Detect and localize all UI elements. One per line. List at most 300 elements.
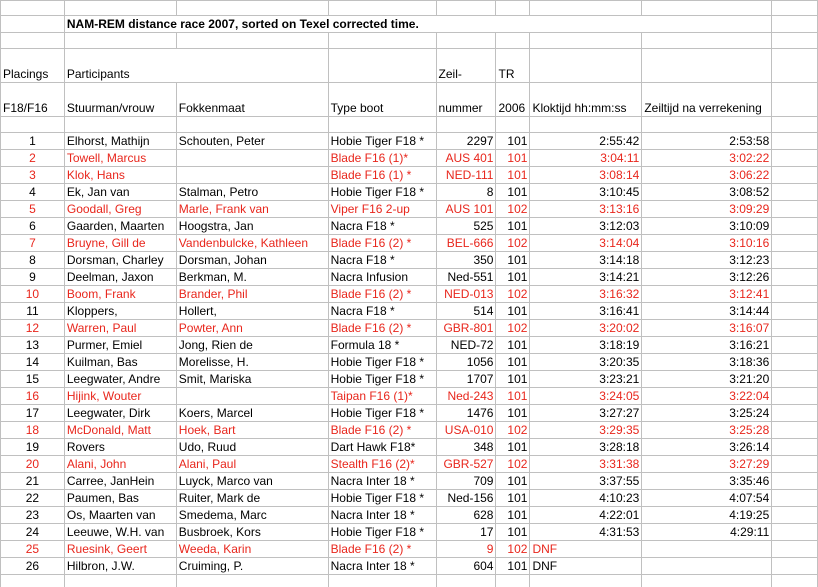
- corrected-time-cell[interactable]: 3:02:22: [642, 150, 772, 167]
- stuurman-cell[interactable]: Ek, Jan van: [64, 184, 176, 201]
- cell[interactable]: [772, 184, 818, 201]
- cell[interactable]: [772, 1, 818, 16]
- placing-cell[interactable]: 21: [1, 473, 65, 490]
- stuurman-cell[interactable]: Leegwater, Andre: [64, 371, 176, 388]
- stuurman-cell[interactable]: Carree, JanHein: [64, 473, 176, 490]
- corrected-time-cell[interactable]: 3:06:22: [642, 167, 772, 184]
- fokkenmaat-cell[interactable]: Marle, Frank van: [176, 201, 328, 218]
- cell[interactable]: [496, 575, 530, 587]
- cell[interactable]: [176, 575, 328, 587]
- sail-number-cell[interactable]: 628: [436, 507, 496, 524]
- fokkenmaat-cell[interactable]: Stalman, Petro: [176, 184, 328, 201]
- tr-cell[interactable]: 101: [496, 388, 530, 405]
- fokkenmaat-cell[interactable]: Brander, Phil: [176, 286, 328, 303]
- corrected-time-cell[interactable]: 3:27:29: [642, 456, 772, 473]
- boat-type-cell[interactable]: Stealth F16 (2)*: [328, 456, 436, 473]
- header-fokkenmaat[interactable]: Fokkenmaat: [176, 83, 328, 117]
- clock-time-cell[interactable]: 4:22:01: [530, 507, 642, 524]
- tr-cell[interactable]: 101: [496, 150, 530, 167]
- placing-cell[interactable]: 4: [1, 184, 65, 201]
- boat-type-cell[interactable]: Taipan F16 (1)*: [328, 388, 436, 405]
- cell[interactable]: [496, 1, 530, 16]
- cell[interactable]: [772, 439, 818, 456]
- fokkenmaat-cell[interactable]: Berkman, M.: [176, 269, 328, 286]
- fokkenmaat-cell[interactable]: Cruiming, P.: [176, 558, 328, 575]
- placing-cell[interactable]: 14: [1, 354, 65, 371]
- tr-cell[interactable]: 101: [496, 473, 530, 490]
- stuurman-cell[interactable]: Purmer, Emiel: [64, 337, 176, 354]
- tr-cell[interactable]: 101: [496, 439, 530, 456]
- corrected-time-cell[interactable]: [642, 558, 772, 575]
- sail-number-cell[interactable]: 1476: [436, 405, 496, 422]
- header-f18f16[interactable]: F18/F16: [1, 83, 65, 117]
- corrected-time-cell[interactable]: 3:08:52: [642, 184, 772, 201]
- cell[interactable]: [64, 1, 176, 16]
- cell[interactable]: [1, 33, 65, 49]
- clock-time-cell[interactable]: 3:28:18: [530, 439, 642, 456]
- cell[interactable]: [530, 33, 642, 49]
- placing-cell[interactable]: 22: [1, 490, 65, 507]
- cell[interactable]: [772, 33, 818, 49]
- clock-time-cell[interactable]: 3:20:35: [530, 354, 642, 371]
- sail-number-cell[interactable]: 709: [436, 473, 496, 490]
- stuurman-cell[interactable]: Kloppers,: [64, 303, 176, 320]
- header-tr[interactable]: TR: [496, 49, 530, 83]
- sail-number-cell[interactable]: 604: [436, 558, 496, 575]
- cell[interactable]: [530, 1, 642, 16]
- fokkenmaat-cell[interactable]: Weeda, Karin: [176, 541, 328, 558]
- header-participants[interactable]: Participants: [64, 49, 328, 83]
- cell[interactable]: [328, 33, 436, 49]
- placing-cell[interactable]: 12: [1, 320, 65, 337]
- boat-type-cell[interactable]: Hobie Tiger F18 *: [328, 405, 436, 422]
- tr-cell[interactable]: 101: [496, 337, 530, 354]
- cell[interactable]: [772, 371, 818, 388]
- tr-cell[interactable]: 102: [496, 320, 530, 337]
- sail-number-cell[interactable]: Ned-551: [436, 269, 496, 286]
- sheet-title[interactable]: NAM-REM distance race 2007, sorted on Texel corrected time.: [64, 16, 771, 33]
- tr-cell[interactable]: 102: [496, 541, 530, 558]
- cell[interactable]: [642, 575, 772, 587]
- cell[interactable]: [496, 117, 530, 133]
- clock-time-cell[interactable]: 3:23:21: [530, 371, 642, 388]
- corrected-time-cell[interactable]: 3:25:24: [642, 405, 772, 422]
- cell[interactable]: [1, 575, 65, 587]
- cell[interactable]: [772, 456, 818, 473]
- boat-type-cell[interactable]: Blade F16 (2) *: [328, 320, 436, 337]
- corrected-time-cell[interactable]: 3:09:29: [642, 201, 772, 218]
- boat-type-cell[interactable]: Formula 18 *: [328, 337, 436, 354]
- table-row: [1, 405, 818, 422]
- boat-type-cell[interactable]: Hobie Tiger F18 *: [328, 184, 436, 201]
- sail-number-cell[interactable]: GBR-527: [436, 456, 496, 473]
- boat-type-cell[interactable]: Nacra F18 *: [328, 303, 436, 320]
- sail-number-cell[interactable]: 1707: [436, 371, 496, 388]
- placing-cell[interactable]: 18: [1, 422, 65, 439]
- clock-time-cell[interactable]: 3:24:05: [530, 388, 642, 405]
- corrected-time-cell[interactable]: 3:25:28: [642, 422, 772, 439]
- sail-number-cell[interactable]: AUS 401: [436, 150, 496, 167]
- placing-cell[interactable]: 11: [1, 303, 65, 320]
- tr-cell[interactable]: 101: [496, 184, 530, 201]
- table-row: [1, 167, 818, 184]
- cell[interactable]: [436, 33, 496, 49]
- corrected-time-cell[interactable]: 3:14:44: [642, 303, 772, 320]
- cell[interactable]: [64, 575, 176, 587]
- boat-type-cell[interactable]: Dart Hawk F18*: [328, 439, 436, 456]
- stuurman-cell[interactable]: Dorsman, Charley: [64, 252, 176, 269]
- table-row: [1, 439, 818, 456]
- boat-type-cell[interactable]: Hobie Tiger F18 *: [328, 490, 436, 507]
- cell[interactable]: [1, 117, 65, 133]
- sail-number-cell[interactable]: 1056: [436, 354, 496, 371]
- cell[interactable]: [772, 49, 818, 83]
- stuurman-cell[interactable]: Gaarden, Maarten: [64, 218, 176, 235]
- fokkenmaat-cell[interactable]: Hoogstra, Jan: [176, 218, 328, 235]
- sail-number-cell[interactable]: 2297: [436, 133, 496, 150]
- cell[interactable]: [436, 575, 496, 587]
- clock-time-cell[interactable]: 3:14:18: [530, 252, 642, 269]
- cell[interactable]: [772, 83, 818, 117]
- fokkenmaat-cell[interactable]: Schouten, Peter: [176, 133, 328, 150]
- sail-number-cell[interactable]: AUS 101: [436, 201, 496, 218]
- corrected-time-cell[interactable]: 2:53:58: [642, 133, 772, 150]
- cell[interactable]: [772, 167, 818, 184]
- cell[interactable]: [772, 405, 818, 422]
- tr-cell[interactable]: 102: [496, 286, 530, 303]
- table-row: [1, 150, 818, 167]
- fokkenmaat-cell[interactable]: Luyck, Marco van: [176, 473, 328, 490]
- stuurman-cell[interactable]: Kuilman, Bas: [64, 354, 176, 371]
- sail-number-cell[interactable]: GBR-801: [436, 320, 496, 337]
- sail-number-cell[interactable]: Ned-156: [436, 490, 496, 507]
- clock-time-cell[interactable]: 3:10:45: [530, 184, 642, 201]
- fokkenmaat-cell[interactable]: Alani, Paul: [176, 456, 328, 473]
- fokkenmaat-cell[interactable]: Koers, Marcel: [176, 405, 328, 422]
- stuurman-cell[interactable]: Bruyne, Gill de: [64, 235, 176, 252]
- corrected-time-cell[interactable]: 4:29:11: [642, 524, 772, 541]
- sail-number-cell[interactable]: NED-013: [436, 286, 496, 303]
- sail-number-cell[interactable]: 9: [436, 541, 496, 558]
- placing-cell[interactable]: 3: [1, 167, 65, 184]
- clock-time-cell[interactable]: 4:31:53: [530, 524, 642, 541]
- corrected-time-cell[interactable]: 3:16:21: [642, 337, 772, 354]
- cell[interactable]: [176, 1, 328, 16]
- tr-cell[interactable]: 101: [496, 371, 530, 388]
- cell[interactable]: [436, 117, 496, 133]
- boat-type-cell[interactable]: Hobie Tiger F18 *: [328, 133, 436, 150]
- cell[interactable]: [530, 49, 642, 83]
- sail-number-cell[interactable]: NED-72: [436, 337, 496, 354]
- fokkenmaat-cell[interactable]: [176, 388, 328, 405]
- tr-cell[interactable]: 101: [496, 303, 530, 320]
- placing-cell[interactable]: 1: [1, 133, 65, 150]
- cell[interactable]: [772, 558, 818, 575]
- corrected-time-cell[interactable]: 3:22:04: [642, 388, 772, 405]
- stuurman-cell[interactable]: Warren, Paul: [64, 320, 176, 337]
- header-year[interactable]: 2006: [496, 83, 530, 117]
- fokkenmaat-cell[interactable]: Busbroek, Kors: [176, 524, 328, 541]
- table-row: [1, 320, 818, 337]
- fokkenmaat-cell[interactable]: Smedema, Marc: [176, 507, 328, 524]
- sail-number-cell[interactable]: 17: [436, 524, 496, 541]
- cell[interactable]: [772, 354, 818, 371]
- sail-number-cell[interactable]: 8: [436, 184, 496, 201]
- corrected-time-cell[interactable]: 3:16:07: [642, 320, 772, 337]
- fokkenmaat-cell[interactable]: Dorsman, Johan: [176, 252, 328, 269]
- placing-cell[interactable]: 6: [1, 218, 65, 235]
- boat-type-cell[interactable]: Hobie Tiger F18 *: [328, 371, 436, 388]
- tr-cell[interactable]: 101: [496, 405, 530, 422]
- boat-type-cell[interactable]: Nacra F18 *: [328, 252, 436, 269]
- clock-time-cell[interactable]: DNF: [530, 541, 642, 558]
- stuurman-cell[interactable]: Towell, Marcus: [64, 150, 176, 167]
- placing-cell[interactable]: 25: [1, 541, 65, 558]
- cell[interactable]: [772, 150, 818, 167]
- stuurman-cell[interactable]: Leeuwe, W.H. van: [64, 524, 176, 541]
- stuurman-cell[interactable]: Klok, Hans: [64, 167, 176, 184]
- tr-cell[interactable]: 101: [496, 167, 530, 184]
- boat-type-cell[interactable]: Blade F16 (1)*: [328, 150, 436, 167]
- cell[interactable]: [772, 252, 818, 269]
- boat-type-cell[interactable]: Blade F16 (1) *: [328, 167, 436, 184]
- clock-time-cell[interactable]: 3:08:14: [530, 167, 642, 184]
- corrected-time-cell[interactable]: 3:18:36: [642, 354, 772, 371]
- cell[interactable]: [328, 117, 436, 133]
- tr-cell[interactable]: 101: [496, 524, 530, 541]
- boat-type-cell[interactable]: Blade F16 (2) *: [328, 422, 436, 439]
- corrected-time-cell[interactable]: 3:26:14: [642, 439, 772, 456]
- fokkenmaat-cell[interactable]: Powter, Ann: [176, 320, 328, 337]
- placing-cell[interactable]: 15: [1, 371, 65, 388]
- cell[interactable]: [176, 117, 328, 133]
- placing-cell[interactable]: 23: [1, 507, 65, 524]
- clock-time-cell[interactable]: 3:31:38: [530, 456, 642, 473]
- boat-type-cell[interactable]: Hobie Tiger F18 *: [328, 524, 436, 541]
- stuurman-cell[interactable]: McDonald, Matt: [64, 422, 176, 439]
- stuurman-cell[interactable]: Deelman, Jaxon: [64, 269, 176, 286]
- cell[interactable]: [772, 337, 818, 354]
- sail-number-cell[interactable]: USA-010: [436, 422, 496, 439]
- placing-cell[interactable]: 9: [1, 269, 65, 286]
- placing-cell[interactable]: 19: [1, 439, 65, 456]
- tr-cell[interactable]: 101: [496, 133, 530, 150]
- cell[interactable]: [176, 33, 328, 49]
- cell[interactable]: [772, 269, 818, 286]
- corrected-time-cell[interactable]: 3:12:41: [642, 286, 772, 303]
- boat-type-cell[interactable]: Nacra Inter 18 *: [328, 473, 436, 490]
- stuurman-cell[interactable]: Ruesink, Geert: [64, 541, 176, 558]
- stuurman-cell[interactable]: Os, Maarten van: [64, 507, 176, 524]
- cell[interactable]: [772, 303, 818, 320]
- placing-cell[interactable]: 13: [1, 337, 65, 354]
- cell[interactable]: [772, 575, 818, 587]
- clock-time-cell[interactable]: DNF: [530, 558, 642, 575]
- boat-type-cell[interactable]: Viper F16 2-up: [328, 201, 436, 218]
- placing-cell[interactable]: 10: [1, 286, 65, 303]
- corrected-time-cell[interactable]: 3:12:23: [642, 252, 772, 269]
- tr-cell[interactable]: 101: [496, 558, 530, 575]
- cell[interactable]: [772, 490, 818, 507]
- stuurman-cell[interactable]: Rovers: [64, 439, 176, 456]
- stuurman-cell[interactable]: Goodall, Greg: [64, 201, 176, 218]
- clock-time-cell[interactable]: 2:55:42: [530, 133, 642, 150]
- cell[interactable]: [530, 117, 642, 133]
- table-row: [1, 252, 818, 269]
- boat-type-cell[interactable]: Blade F16 (2) *: [328, 541, 436, 558]
- boat-type-cell[interactable]: Nacra Infusion: [328, 269, 436, 286]
- corrected-time-cell[interactable]: 3:10:16: [642, 235, 772, 252]
- corrected-time-cell[interactable]: [642, 541, 772, 558]
- tr-cell[interactable]: 102: [496, 235, 530, 252]
- cell[interactable]: [642, 33, 772, 49]
- stuurman-cell[interactable]: Paumen, Bas: [64, 490, 176, 507]
- clock-time-cell[interactable]: 3:29:35: [530, 422, 642, 439]
- corrected-time-cell[interactable]: 3:35:46: [642, 473, 772, 490]
- clock-time-cell[interactable]: 3:18:19: [530, 337, 642, 354]
- cell[interactable]: [772, 117, 818, 133]
- table-row: [1, 286, 818, 303]
- cell[interactable]: [328, 575, 436, 587]
- tr-cell[interactable]: 102: [496, 201, 530, 218]
- header-zeiltijd[interactable]: Zeiltijd na verrekening: [642, 83, 772, 117]
- cell[interactable]: [772, 286, 818, 303]
- clock-time-cell[interactable]: 3:37:55: [530, 473, 642, 490]
- tr-cell[interactable]: 101: [496, 490, 530, 507]
- sail-number-cell[interactable]: 525: [436, 218, 496, 235]
- placing-cell[interactable]: 26: [1, 558, 65, 575]
- placing-cell[interactable]: 16: [1, 388, 65, 405]
- corrected-time-cell[interactable]: 3:12:26: [642, 269, 772, 286]
- cell[interactable]: [642, 117, 772, 133]
- fokkenmaat-cell[interactable]: Hoek, Bart: [176, 422, 328, 439]
- fokkenmaat-cell[interactable]: Ruiter, Mark de: [176, 490, 328, 507]
- clock-time-cell[interactable]: 3:14:04: [530, 235, 642, 252]
- fokkenmaat-cell[interactable]: Vandenbulcke, Kathleen: [176, 235, 328, 252]
- cell[interactable]: [496, 33, 530, 49]
- clock-time-cell[interactable]: 3:16:41: [530, 303, 642, 320]
- cell[interactable]: [772, 235, 818, 252]
- cell[interactable]: [772, 524, 818, 541]
- cell[interactable]: [772, 422, 818, 439]
- cell[interactable]: [1, 16, 65, 33]
- table-row: [1, 388, 818, 405]
- cell[interactable]: [772, 320, 818, 337]
- cell[interactable]: [642, 49, 772, 83]
- placing-cell[interactable]: 2: [1, 150, 65, 167]
- stuurman-cell[interactable]: Boom, Frank: [64, 286, 176, 303]
- placing-cell[interactable]: 24: [1, 524, 65, 541]
- sail-number-cell[interactable]: 514: [436, 303, 496, 320]
- corrected-time-cell[interactable]: 3:21:20: [642, 371, 772, 388]
- header-placings[interactable]: Placings: [1, 49, 65, 83]
- placing-cell[interactable]: 8: [1, 252, 65, 269]
- placing-cell[interactable]: 5: [1, 201, 65, 218]
- tr-cell[interactable]: 101: [496, 507, 530, 524]
- boat-type-cell[interactable]: Nacra F18 *: [328, 218, 436, 235]
- cell[interactable]: [64, 117, 176, 133]
- fokkenmaat-cell[interactable]: [176, 150, 328, 167]
- tr-cell[interactable]: 102: [496, 422, 530, 439]
- cell[interactable]: [772, 473, 818, 490]
- corrected-time-cell[interactable]: 4:07:54: [642, 490, 772, 507]
- boat-type-cell[interactable]: Hobie Tiger F18 *: [328, 354, 436, 371]
- stuurman-cell[interactable]: Hilbron, J.W.: [64, 558, 176, 575]
- placing-cell[interactable]: 7: [1, 235, 65, 252]
- stuurman-cell[interactable]: Hijink, Wouter: [64, 388, 176, 405]
- cell[interactable]: [772, 541, 818, 558]
- clock-time-cell[interactable]: 3:04:11: [530, 150, 642, 167]
- cell[interactable]: [1, 1, 65, 16]
- cell[interactable]: [772, 133, 818, 150]
- header-nummer[interactable]: nummer: [436, 83, 496, 117]
- tr-cell[interactable]: 102: [496, 456, 530, 473]
- fokkenmaat-cell[interactable]: Smit, Mariska: [176, 371, 328, 388]
- table-row: [1, 354, 818, 371]
- clock-time-cell[interactable]: 3:12:03: [530, 218, 642, 235]
- fokkenmaat-cell[interactable]: Morelisse, H.: [176, 354, 328, 371]
- stuurman-cell[interactable]: Elhorst, Mathijn: [64, 133, 176, 150]
- tr-cell[interactable]: 101: [496, 252, 530, 269]
- cell[interactable]: [772, 16, 818, 33]
- tr-cell[interactable]: 101: [496, 218, 530, 235]
- sail-number-cell[interactable]: 350: [436, 252, 496, 269]
- boat-type-cell[interactable]: Blade F16 (2) *: [328, 286, 436, 303]
- clock-time-cell[interactable]: 3:20:02: [530, 320, 642, 337]
- cell[interactable]: [772, 218, 818, 235]
- cell[interactable]: [772, 201, 818, 218]
- boat-type-cell[interactable]: Nacra Inter 18 *: [328, 558, 436, 575]
- fokkenmaat-cell[interactable]: [176, 167, 328, 184]
- header-stuurman[interactable]: Stuurman/vrouw: [64, 83, 176, 117]
- cell[interactable]: [642, 1, 772, 16]
- clock-time-cell[interactable]: 3:16:32: [530, 286, 642, 303]
- tr-cell[interactable]: 101: [496, 354, 530, 371]
- cell[interactable]: [436, 1, 496, 16]
- tr-cell[interactable]: 101: [496, 269, 530, 286]
- fokkenmaat-cell[interactable]: Jong, Rien de: [176, 337, 328, 354]
- cell[interactable]: [772, 507, 818, 524]
- sail-number-cell[interactable]: BEL-666: [436, 235, 496, 252]
- corrected-time-cell[interactable]: 4:19:25: [642, 507, 772, 524]
- header-type-boot[interactable]: Type boot: [328, 83, 436, 117]
- corrected-time-cell[interactable]: 3:10:09: [642, 218, 772, 235]
- placing-cell[interactable]: 20: [1, 456, 65, 473]
- cell[interactable]: [64, 33, 176, 49]
- clock-time-cell[interactable]: 4:10:23: [530, 490, 642, 507]
- cell[interactable]: [772, 388, 818, 405]
- boat-type-cell[interactable]: Blade F16 (2) *: [328, 235, 436, 252]
- header-zeil[interactable]: Zeil-: [436, 49, 496, 83]
- clock-time-cell[interactable]: 3:27:27: [530, 405, 642, 422]
- clock-time-cell[interactable]: 3:14:21: [530, 269, 642, 286]
- cell[interactable]: [530, 575, 642, 587]
- sail-number-cell[interactable]: NED-111: [436, 167, 496, 184]
- sail-number-cell[interactable]: 348: [436, 439, 496, 456]
- boat-type-cell[interactable]: Nacra Inter 18 *: [328, 507, 436, 524]
- stuurman-cell[interactable]: Alani, John: [64, 456, 176, 473]
- cell[interactable]: [328, 49, 436, 83]
- fokkenmaat-cell[interactable]: Udo, Ruud: [176, 439, 328, 456]
- cell[interactable]: [328, 1, 436, 16]
- stuurman-cell[interactable]: Leegwater, Dirk: [64, 405, 176, 422]
- sail-number-cell[interactable]: Ned-243: [436, 388, 496, 405]
- header-kloktijd[interactable]: Kloktijd hh:mm:ss: [530, 83, 642, 117]
- placing-cell[interactable]: 17: [1, 405, 65, 422]
- table-row: [1, 133, 818, 150]
- fokkenmaat-cell[interactable]: Hollert,: [176, 303, 328, 320]
- clock-time-cell[interactable]: 3:13:16: [530, 201, 642, 218]
